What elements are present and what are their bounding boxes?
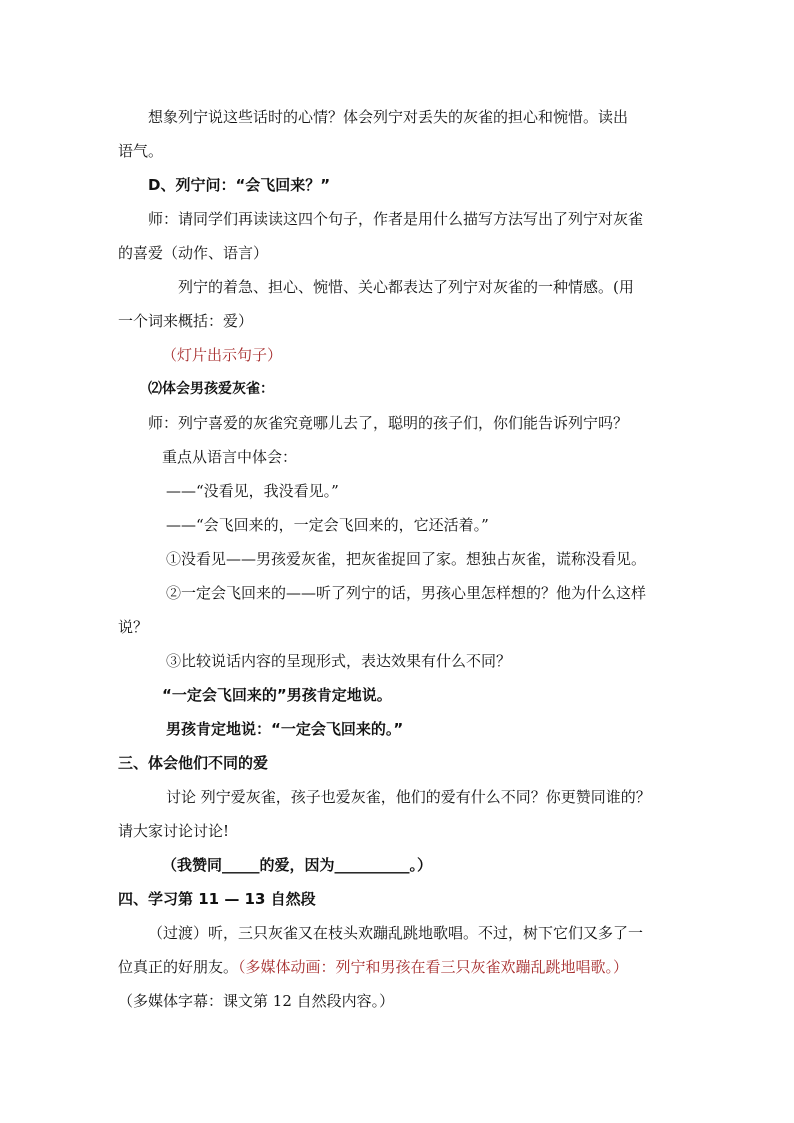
item-2-will-fly-back: ②一定会飞回来的——听了列宁的话，男孩心里怎样想的？他为什么这样 [166,584,647,602]
quote-will-fly-back: ——“会飞回来的，一定会飞回来的，它还活着。” [166,516,489,534]
paragraph-lenin-emotions: 列宁的着急、担心、惋惜、关心都表达了列宁对灰雀的一种情感。(用 [178,278,634,296]
paragraph-discussion: 讨论 列宁爱灰雀，孩子也爱灰雀，他们的爱有什么不同？你更赞同谁的？ [166,788,651,806]
item-2-will-fly-back-cont: 说？ [118,618,149,636]
quote-not-seen: ——“没看见，我没看见。” [166,482,339,500]
bold-sentence-form-1: “一定会飞回来的”男孩肯定地说。 [162,686,392,704]
item-3-compare-forms: ③比较说话内容的呈现形式，表达效果有什么不同？ [166,652,512,670]
multimedia-animation-note: （多媒体动画：列宁和男孩在看三只灰雀欢蹦乱跳地唱歌。） [238,958,629,976]
transition-text: 位真正的好朋友。 [118,958,239,976]
paragraph-focus-language: 重点从语言中体会： [162,448,298,466]
paragraph-teacher-four-sentences-cont: 的喜爱（动作、语言） [118,244,269,262]
document-body [118,100,683,1018]
section-3-title: 三、体会他们不同的爱 [118,754,269,772]
multimedia-caption-note: （多媒体字幕：课文第 12 自然段内容。） [118,992,395,1010]
item-1-not-seen: ①没看见——男孩爱灰雀，把灰雀捉回了家。想独占灰雀，谎称没看见。 [166,550,647,568]
paragraph-teacher-where-sparrow: 师：列宁喜爱的灰雀究竟哪儿去了，聪明的孩子们，你们能告诉列宁吗？ [148,414,629,432]
paragraph-lenin-emotions-cont: 一个词来概括：爱） [118,312,254,330]
fill-in-blank-sentence: （我赞同_____的爱，因为__________。） [162,856,433,874]
paragraph-teacher-four-sentences: 师：请同学们再读读这四个句子，作者是用什么描写方法写出了列宁对灰雀 [148,210,644,228]
section-4-title: 四、学习第 11 — 13 自然段 [118,890,316,908]
heading-d-lenin-asks: D、列宁问：“会飞回来？” [148,176,331,194]
paragraph-discussion-cont: 请大家讨论讨论! [118,822,230,840]
paragraph-imagine-mood-cont: 语气。 [118,142,164,160]
paragraph-transition-cont [118,950,683,984]
paragraph-imagine-mood: 想象列宁说这些话时的心情？体会列宁对丢失的灰雀的担心和惋惜。读出 [148,108,629,126]
bold-sentence-form-2: 男孩肯定地说：“一定会飞回来的。” [166,720,404,738]
subheading-boy-loves-sparrow: ⑵体会男孩爱灰雀： [148,381,274,397]
paragraph-transition: （过渡）听，三只灰雀又在枝头欢蹦乱跳地歌唱。不过，树下它们又多了一 [148,924,644,942]
slide-note: （灯片出示句子） [162,346,283,364]
